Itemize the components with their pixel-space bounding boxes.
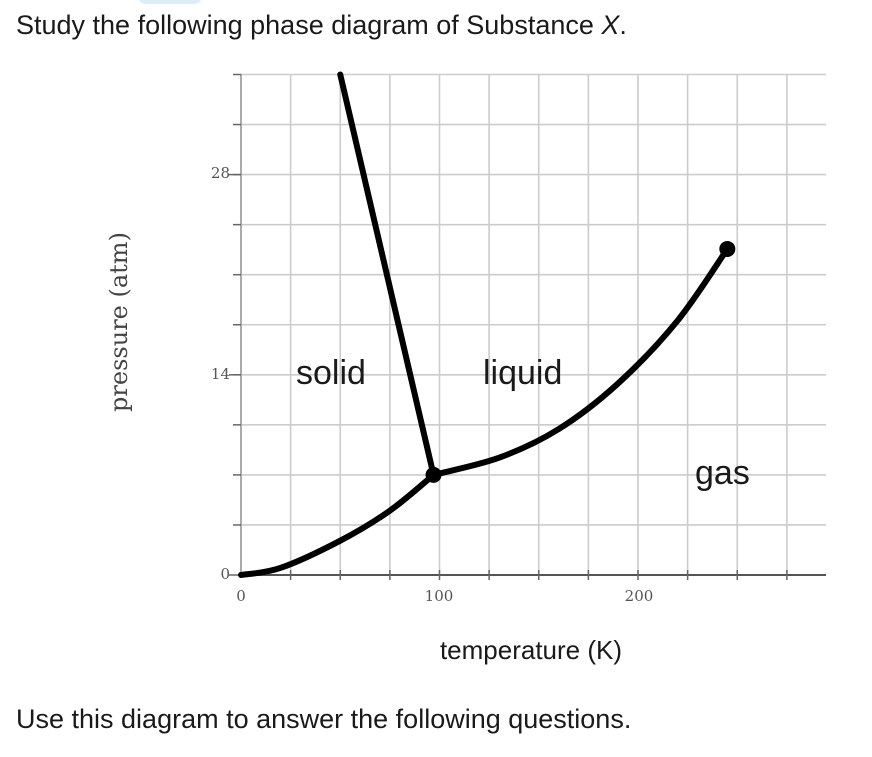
- ticks: [229, 75, 787, 581]
- x-axis-title: temperature (K): [439, 635, 623, 665]
- critical-point: [719, 241, 735, 257]
- phase-points: [426, 241, 736, 483]
- x-tick-label-0: 0: [236, 587, 246, 605]
- x-tick-label-100: 100: [424, 587, 454, 605]
- intro-prefix: Study the following phase diagram of Substance: [16, 10, 602, 40]
- grid: [241, 74, 826, 575]
- question-outro: Use this diagram to answer the following questions.: [16, 704, 632, 734]
- x-tick-label-200: 200: [624, 587, 654, 605]
- y-tick-label-14: 14: [210, 365, 230, 383]
- y-tick-label-28: 28: [210, 164, 230, 182]
- y-tick-label-0: 0: [220, 565, 230, 583]
- intro-suffix: .: [619, 10, 627, 40]
- region-label-gas: gas: [695, 454, 750, 492]
- region-label-liquid: liquid: [483, 354, 563, 392]
- y-axis-title: pressure (atm): [105, 232, 133, 412]
- triple-point: [426, 467, 442, 483]
- substance-name: X: [601, 10, 620, 40]
- vaporization-curve: [434, 249, 728, 475]
- region-label-solid: solid: [296, 354, 366, 392]
